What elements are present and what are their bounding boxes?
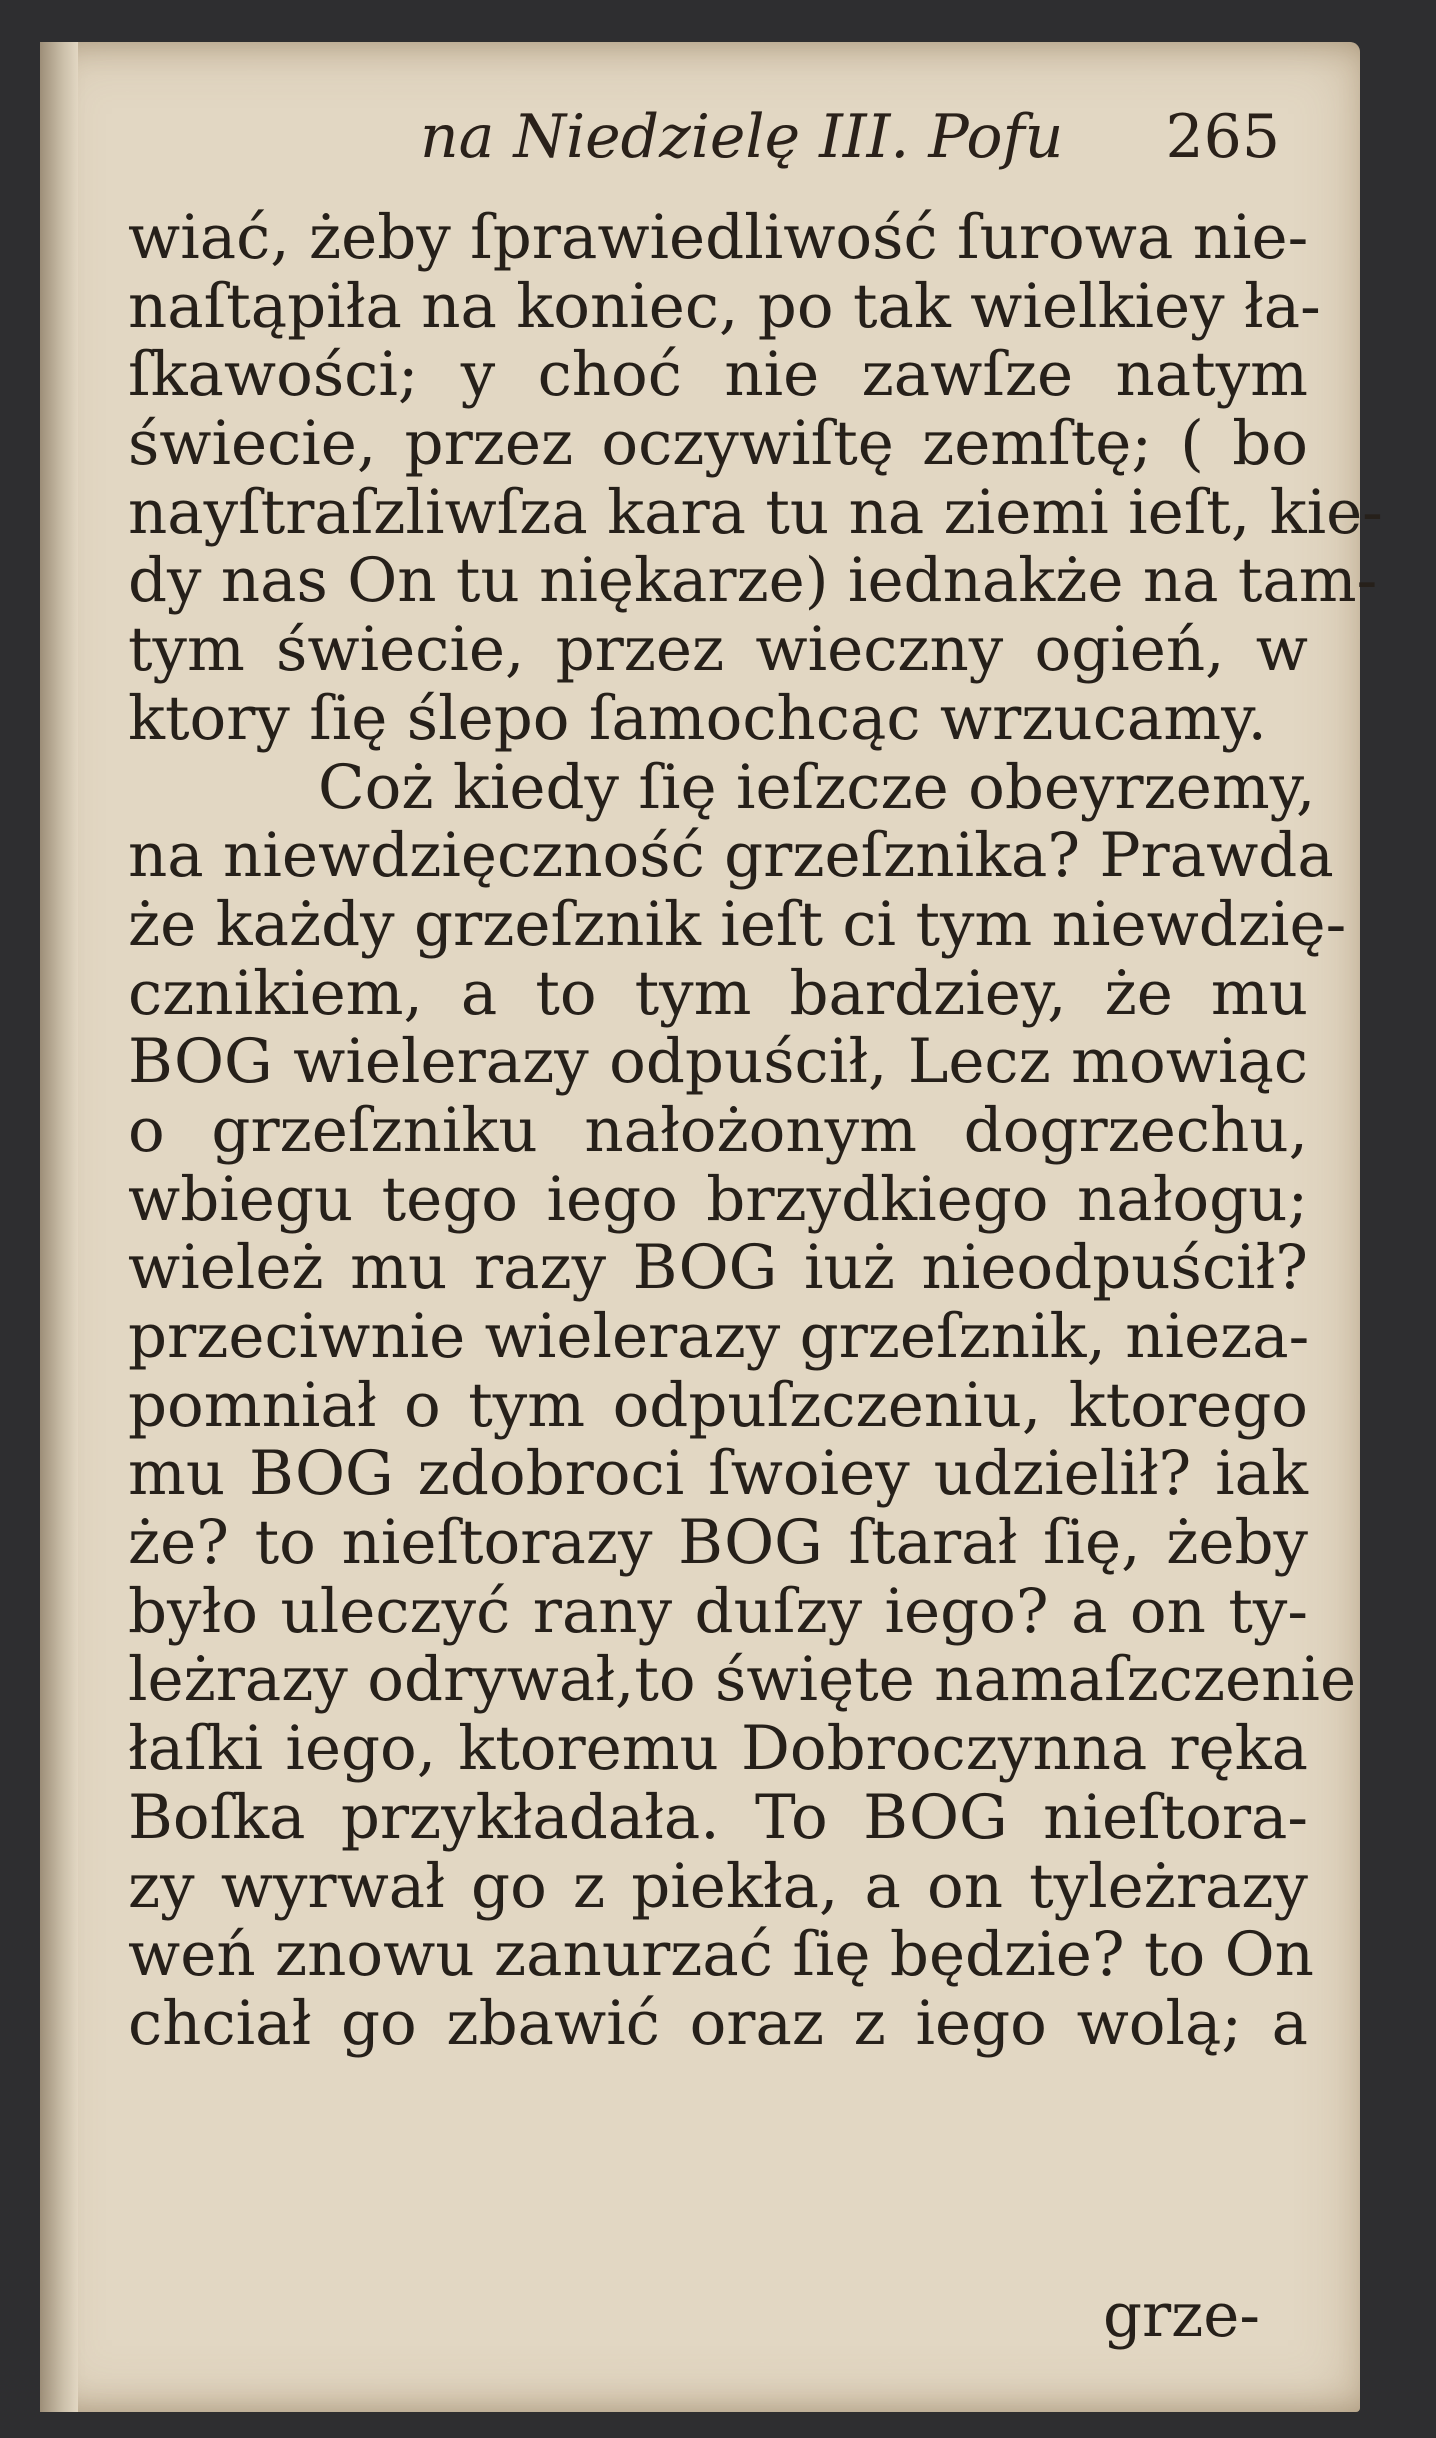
text-line: leżrazy odrywał,to święte namaſzczenie (128, 1644, 1357, 1716)
text-line: mu BOG zdobroci ſwoiey udzielił? iak (128, 1438, 1308, 1510)
text-line: wieleż mu razy BOG iuż nieodpuścił? (128, 1232, 1308, 1304)
text-line: zy wyrwał go z piekła, a on tyleżrazy (128, 1850, 1308, 1922)
text-line: nayſtraſzliwſza kara tu na ziemi ieſt, kie- (128, 476, 1383, 548)
text-line: na niewdzięczność grzeſznika? Prawda (128, 820, 1334, 892)
text-line: ſkawości; y choć nie zawſze natym (128, 339, 1308, 411)
text-line: cznikiem, a to tym bardziey, że mu (128, 957, 1308, 1029)
text-line: chciał go zbawić oraz z iego wolą; a (128, 1987, 1308, 2059)
catchword: grze- (1102, 2280, 1260, 2351)
text-line: o grzeſzniku nałożonym dogrzechu, (128, 1094, 1308, 1166)
text-line: ktory ſię ślepo ſamochcąc wrzucamy. (128, 682, 1267, 754)
running-title: na Niedzielę III. Pofu (420, 102, 1064, 172)
text-line: pomniał o tym odpuſzczeniu, ktorego (128, 1369, 1308, 1441)
page-number: 265 (1165, 102, 1280, 172)
book-page (40, 42, 1383, 2412)
text-line: wbiegu tego iego brzydkiego nałogu; (128, 1163, 1308, 1235)
text-line: było uleczyć rany duſzy iego? a on ty- (128, 1575, 1308, 1647)
body-text (128, 202, 1383, 2059)
text-line: łaſki iego, ktoremu Dobroczynna ręka (128, 1713, 1308, 1785)
text-line: tym świecie, przez wieczny ogień, w (128, 614, 1308, 686)
text-line: przeciwnie wielerazy grzeſznik, nieza- (128, 1301, 1310, 1372)
text-line: Boſka przykładała. To BOG nieſtora- (128, 1781, 1308, 1853)
paragraph-first-line: Coż kiedy ſię ieſzcze obeyrzemy, (318, 751, 1316, 823)
text-line: naſtąpiła na koniec, po tak wielkiey ła- (128, 270, 1321, 342)
running-head (420, 102, 1280, 192)
text-line: że każdy grzeſznik ieſt ci tym niewdzię- (128, 888, 1347, 960)
page-gutter (40, 42, 78, 2412)
text-line: dy nas On tu niękarze) iednakże na tam- (128, 545, 1378, 617)
text-line: weń znowu zanurzać ſię będzie? to On (128, 1919, 1314, 1991)
text-line: świecie, przez oczywiſtę zemſtę; ( bo (128, 408, 1308, 480)
text-line: wiać, żeby ſprawiedliwość ſurowa nie- (128, 202, 1309, 273)
text-line: że? to nieſtorazy BOG ſtarał ſię, żeby (128, 1507, 1308, 1579)
text-line: BOG wielerazy odpuścił, Lecz mowiąc (128, 1026, 1308, 1098)
